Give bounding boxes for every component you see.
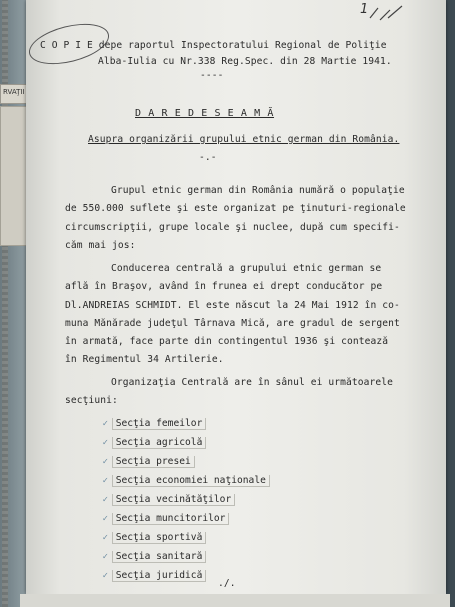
section-list-item: ✓ Secţia sanitară <box>102 551 206 562</box>
check-mark-icon: ✓ <box>102 571 109 580</box>
section-list-item: ✓ Secţia muncitorilor <box>102 513 229 524</box>
check-mark-icon: ✓ <box>102 552 109 561</box>
section-list-item: ✓ Secţia sportivă <box>102 532 206 543</box>
body-line: Grupul etnic german din România numără o populaţie <box>111 185 405 196</box>
section-list-item: ✓ Secţia juridică <box>102 570 206 581</box>
check-mark-icon: ✓ <box>102 495 109 504</box>
body-line: de 550.000 suflete şi este organizat pe ţinuturi-regionale <box>65 203 406 214</box>
check-mark-icon: ✓ <box>102 457 109 466</box>
document-subtitle: Asupra organizării grupului etnic german din România. <box>88 134 400 145</box>
body-line: circumscripţii, grupe locale şi nuclee, după cum specifi- <box>65 222 400 233</box>
body-line: căm mai jos: <box>65 240 136 251</box>
header-line-2: Alba-Iulia cu Nr.338 Reg.Spec. din 28 Martie 1941. <box>98 56 392 67</box>
check-mark-icon: ✓ <box>102 419 109 428</box>
section-list-item: ✓ Secţia economiei naţionale <box>102 475 270 486</box>
section-list-item: ✓ Secţia agricolă <box>102 437 206 448</box>
body-line: în armată, face parte din contingentul 1936 şi contează <box>65 336 389 347</box>
section-list-item: ✓ Secţia femeilor <box>102 418 206 429</box>
check-mark-icon: ✓ <box>102 438 109 447</box>
body-line: Organizaţia Centrală are în sânul ei următoarele <box>111 377 394 388</box>
body-line: secţiuni: <box>65 395 118 406</box>
header-line-1: C O P I E depe raportul Inspectoratului Regional de Poliţie <box>40 40 387 51</box>
check-mark-icon: ✓ <box>102 476 109 485</box>
body-line: află în Braşov, având în frunea ei drept conducător pe <box>65 281 383 292</box>
section-list-item: ✓ Secţia presei <box>102 456 195 467</box>
document-page <box>26 0 446 594</box>
folder-tab-label: RVAŢII <box>3 88 25 96</box>
page-bottom-edge <box>20 594 450 607</box>
handwritten-page-number: 1 <box>360 2 369 17</box>
header-separator: ---- <box>200 70 224 81</box>
continuation-mark: ./. <box>218 578 236 589</box>
document-title: D A R E D E S E A M Ă <box>135 108 275 119</box>
section-list-item: ✓ Secţia vecinătăţilor <box>102 494 235 505</box>
body-line: Conducerea centrală a grupului etnic german se <box>111 263 382 274</box>
check-mark-icon: ✓ <box>102 533 109 542</box>
body-line: Dl.ANDREIAS SCHMIDT. El este născut la 24 Mai 1912 în co- <box>65 300 400 311</box>
subtitle-mark: -.- <box>199 152 217 163</box>
body-line: muna Mănărade judeţul Târnava Mică, are gradul de sergent <box>65 318 400 329</box>
body-line: în Regimentul 34 Artilerie. <box>65 354 224 365</box>
check-mark-icon: ✓ <box>102 514 109 523</box>
handwritten-tick-mark <box>368 4 404 22</box>
